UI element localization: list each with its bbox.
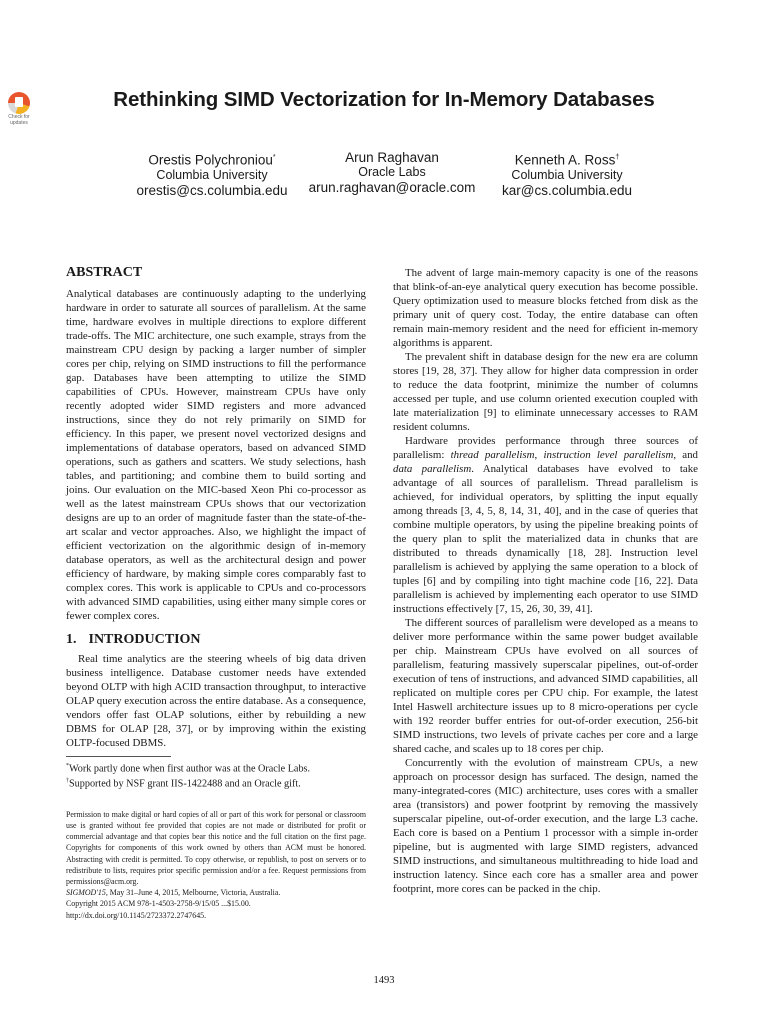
footnotes [66, 760, 366, 791]
author-2 [292, 150, 492, 195]
permission-text: Permission to make digital or hard copies of all or part of this work for personal or classroom use is granted without fee provided that copies are not made or distributed for profit or commercial advantage and that copies bear this notice and the full citation on the first page. Copyrights for components of this work owned by others than ACM must be honored. Abstracting with credit is permitted. To copy otherwise, or republish, to post on servers or to redistribute to lists, requires prior specific permission and/or a fee. Request permissions from permissions@acm.org. [66, 809, 366, 886]
footnote-mark: * [66, 763, 69, 769]
page-number: 1493 [373, 975, 395, 986]
abstract-heading: ABSTRACT [66, 265, 143, 280]
doi-link[interactable]: http://dx.doi.org/10.1145/2723372.2747645. [66, 910, 207, 920]
footnote-text: Work partly done when first author was at the Oracle Labs. [69, 763, 311, 775]
author-affiliation: Oracle Labs [358, 165, 426, 179]
emphasis: data parallelism [393, 463, 472, 475]
section-title: INTRODUCTION [88, 632, 201, 647]
body-paragraph-parallelism [393, 434, 698, 616]
text-run: , and [673, 449, 698, 461]
section-heading-introduction [66, 632, 366, 648]
section-number: 1. [66, 632, 77, 647]
text-run: Hardware provides performance through three sources of parallelism: [393, 435, 698, 461]
author-name: Orestis Polychroniou [148, 152, 273, 168]
footnote-mark: † [66, 778, 69, 785]
author-email[interactable]: orestis@cs.columbia.edu [136, 182, 288, 198]
abstract-text: Analytical databases are continuously adapting to the underlying hardware in order to saturate all sources of parallelism. At the same time, hardware evolves in multiple directions to explore different trade-offs. The MIC architecture, one such example, strays from the mainstream CPU design by packing a larger number of simpler cores per chip, relying on SIMD instructions to fill the performance gap. Databases have been attempting to utilize the SIMD capabilities of CPUs. However, mainstream CPUs have only recently adopted wider SIMD registers and more advanced instructions, since they do not rely primarily on SIMD for efficiency. In this paper, we present novel vectorized designs and implementations of database operators, based on advanced SIMD operations, such as gathers and scatters. We study selections, hash tables, and partitioning; and combine them to build sorting and joins. Our evaluation on the MIC-based Xeon Phi co-processor as well as the latest mainstream CPUs shows that our vectorization designs are up to an order of magnitude faster than the state-of-the-art scalar and vector approaches. Also, we highlight the impact of efficient vectorization on the algorithmic design of in-memory database operators, as well as the architectural design and power efficiency of hardware, by making simple cores comparably fast to complex cores. This work is applicable to CPUs and co-processors with advanced SIMD capabilities, using either many simple cores or fewer complex cores. [66, 288, 366, 622]
author-3 [487, 150, 647, 198]
intro-paragraph: Real time analytics are the steering wheels of big data driven business intelligence. Database customer needs have extended beyond OLTP with high ACID transaction throughput, to interactive OLAP query execution across the entire database. As a consequence, vendors offer fast OLAP solutions, either by rebuilding a new DBMS for OLAP [28, 37], or by improving within the existing OLTP-focused DBMS. [66, 653, 366, 749]
conference-details: May 31–June 4, 2015, Melbourne, Victoria, Australia. [109, 888, 281, 898]
author-mark: * [272, 154, 276, 161]
author-email[interactable]: kar@cs.columbia.edu [501, 182, 632, 198]
author-affiliation: Columbia University [511, 167, 623, 182]
footnote-rule [66, 756, 171, 757]
emphasis: thread parallelism [450, 449, 535, 461]
paper-title: Rethinking SIMD Vectorization for In-Memory Databases [113, 88, 655, 111]
footnote-item [66, 775, 366, 790]
permission-notice [66, 809, 366, 921]
body-paragraph: Concurrently with the evolution of mainstream CPUs, a new approach on processor design has surfaced. The design, named the many-integrated-cores (MIC) architecture, uses cores with a smaller area (transistors) and power footprint by removing the massively superscalar pipeline, out-of-order execution, and the large L3 cache. Each core is based on a Pentium 1 processor with a simple in-order pipeline, but is augmented with large SIMD registers, advanced SIMD instructions, and simultaneous multithreading to hide load and instruction latency. Since each core has a smaller area and power footprint, more cores can be packed in the chip. [393, 757, 698, 895]
author-block [0, 150, 768, 200]
body-paragraph: The different sources of parallelism were developed as a means to deliver more performance within the same power budget available per chip. Mainstream CPUs have evolved on all sources of parallelism, featuring massively superscalar pipelines, out-of-order execution of tens of instructions, and advanced SIMD capabilities, all replicated on multiple cores per CPU chip. For example, the latest Intel Haswell architecture issues up to 8 micro-operations per cycle with 192 reorder buffer entries for out-of-order execution, 256-bit SIMD instructions, two levels of private caches per core and a large shared cache, and scales up to 18 cores per chip. [393, 617, 698, 755]
left-column [66, 265, 366, 921]
author-1 [117, 150, 307, 198]
body-paragraph: The prevalent shift in database design for the new era are column stores [19, 28, 37]. They allow for higher data compression in order to reduce the data footprint, minimize the number of columns accessed per tuple, and use column oriented execution coupled with late materialization [9] to eliminate unnecessary accesses to RAM resident columns. [393, 351, 698, 433]
text-run: . Analytical databases have evolved to take advantage of all sources of parallelism. Thread parallelism is achieved, for individual operators, by splitting the input equally among threads [3, 4, 5, 8, 14, 31, 40], and in the case of queries that combine multiple operators, by using the pipeline breaking points of the query plan to split the materialized data in chunks that are distributed to threads dynamically [18, 28]. Instruction level parallelism is achieved by applying the same operation to a block of tuples [6] and by compiling into tight machine code [16, 22]. Data parallelism is achieved by implementing each operator to use SIMD instructions effectively [7, 15, 26, 30, 39, 41]. [393, 463, 698, 615]
text-run: , [534, 449, 544, 461]
conference-name: SIGMOD'15, [66, 888, 108, 898]
author-email[interactable]: arun.raghavan@oracle.com [308, 180, 476, 195]
conference-line [66, 887, 366, 898]
author-mark: † [615, 154, 620, 161]
footnote-item [66, 760, 366, 775]
badge-label: Check for updates [8, 114, 30, 126]
emphasis: instruction level parallelism [543, 449, 674, 461]
author-name: Kenneth A. Ross [514, 152, 616, 168]
author-name: Arun Raghavan [345, 150, 439, 165]
right-column [393, 266, 698, 896]
footnote-text: Supported by NSF grant IIS-1422488 and an Oracle gift. [69, 778, 301, 790]
author-affiliation: Columbia University [156, 167, 268, 182]
copyright-line: Copyright 2015 ACM 978-1-4503-2758-9/15/05 ...$15.00. [66, 899, 251, 909]
body-paragraph: The advent of large main-memory capacity is one of the reasons that blink-of-an-eye analytical query execution has become possible. Query optimization used to measure blocks fetched from disk as the primary unit of query cost. Today, the entire database can often remain main-memory resident and the need for efficient in-memory algorithms is apparent. [393, 267, 698, 349]
